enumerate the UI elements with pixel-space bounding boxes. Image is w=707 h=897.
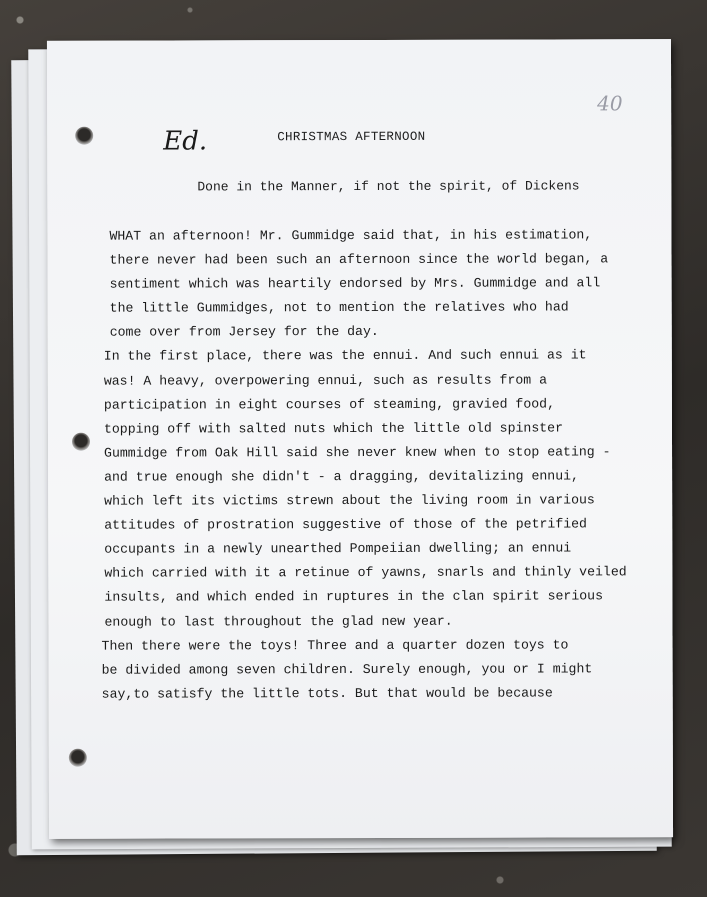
text-line: come over from Jersey for the day.: [109, 324, 379, 341]
text-line: which left its victims strewn about the living room in various: [104, 492, 595, 509]
punch-hole-middle: [72, 433, 90, 451]
page-number: 40: [597, 91, 623, 116]
text-line: Gummidge from Oak Hill said she never knew when to stop eating -: [104, 444, 611, 461]
text-line: topping off with salted nuts which the little old spinster: [103, 420, 563, 437]
text-line: sentiment which was heartily endorsed by Mrs. Gummidge and all: [109, 275, 601, 292]
bleed-through-text: [127, 169, 627, 170]
text-line: WHAT an afternoon! Mr. Gummidge said that, in his estimation,: [109, 227, 593, 244]
text-line: say,to satisfy the little tots. But that would be because: [101, 685, 553, 702]
text-line: and true enough she didn't - a dragging, devitalizing ennui,: [104, 468, 579, 485]
text-line: attitudes of prostration suggestive of those of the petrified: [104, 516, 587, 533]
text-line: was! A heavy, overpowering ennui, such as results from a: [103, 372, 548, 389]
punch-hole-bottom: [69, 749, 87, 767]
punch-hole-top: [75, 127, 93, 145]
text-line: which carried with it a retinue of yawns, snarls and thinly veiled: [104, 564, 627, 581]
text-line: enough to last throughout the glad new year.: [104, 613, 453, 630]
text-line: participation in eight courses of steaming, gravied food,: [103, 396, 556, 413]
text-line: be divided among seven children. Surely enough, you or I might: [101, 661, 593, 678]
text-line: In the first place, there was the ennui. And such ennui as it: [103, 347, 587, 365]
text-line: insults, and which ended in ruptures in the clan spirit serious: [104, 588, 604, 606]
handwritten-initials: Ed.: [163, 126, 208, 157]
body-text: [101, 223, 650, 706]
text-line: the little Gummidges, not to mention the relatives who had: [109, 299, 569, 316]
page-title: CHRISTMAS AFTERNOON: [277, 129, 426, 145]
text-line: Then there were the toys! Three and a quarter dozen toys to: [101, 637, 569, 654]
page-subtitle: Done in the Manner, if not the spirit, of Dickens: [197, 178, 580, 195]
text-line: there never had been such an afternoon since the world began, a: [109, 251, 609, 268]
typewritten-page: [47, 39, 673, 839]
text-line: occupants in a newly unearthed Pompeiian dwelling; an ennui: [104, 540, 572, 557]
